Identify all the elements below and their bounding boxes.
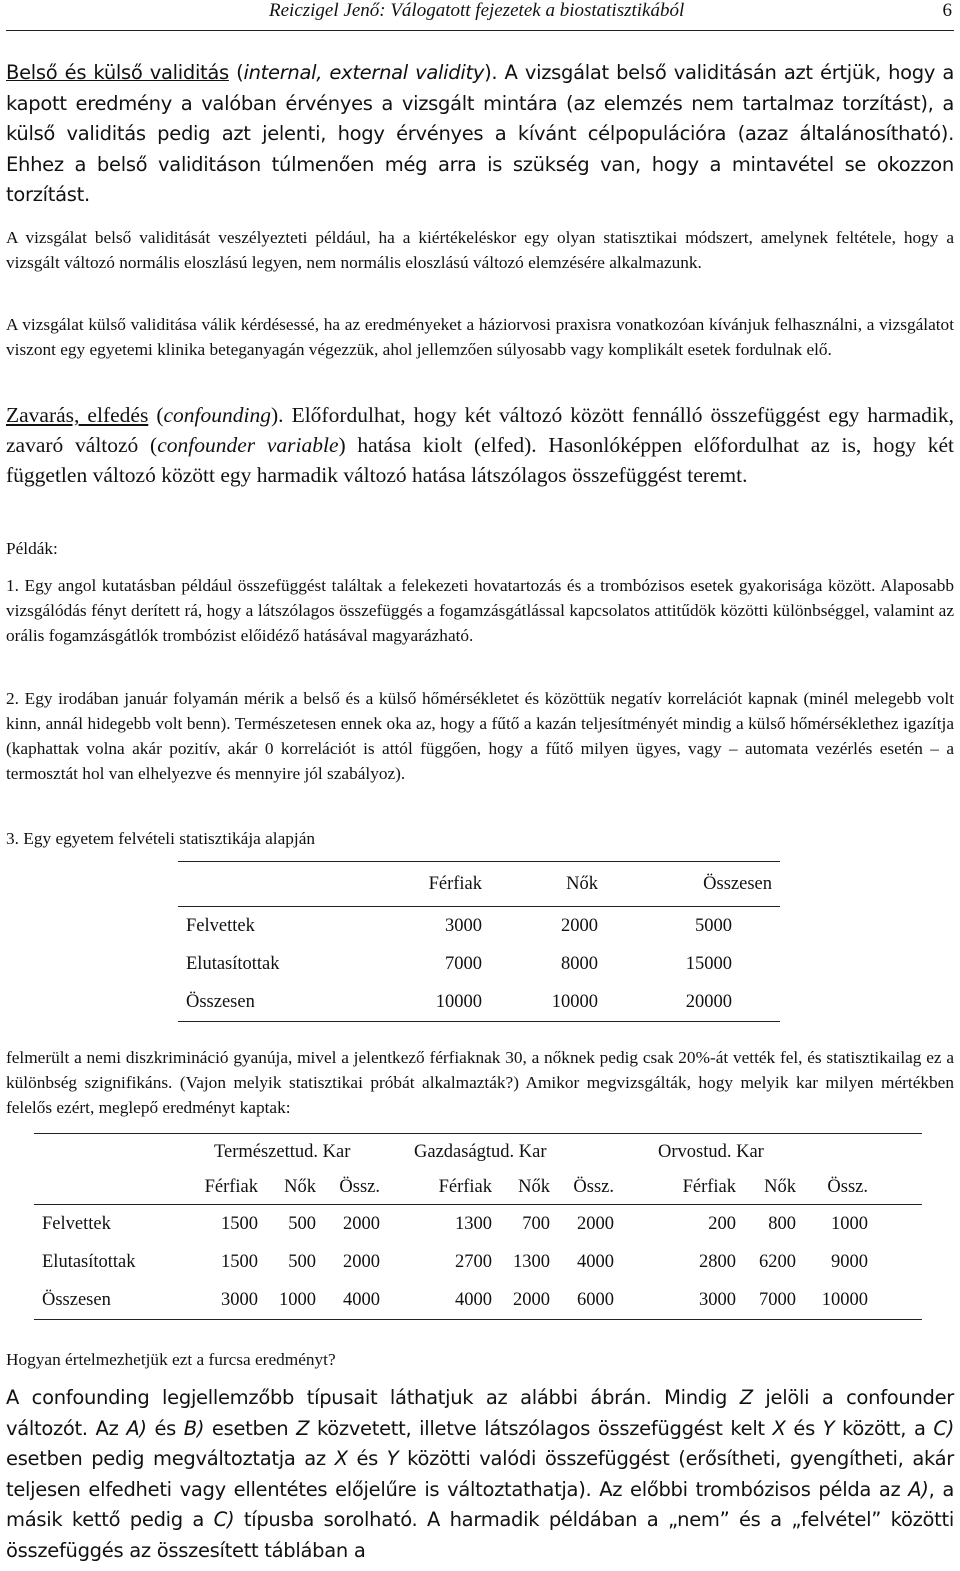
table-cell: 1500 xyxy=(221,1213,258,1234)
subheader-cell: Nők xyxy=(736,1170,796,1205)
table-header-cell: Férfiak xyxy=(354,862,482,907)
row-label: Elutasítottak xyxy=(186,953,280,974)
final-text: és xyxy=(347,1447,387,1470)
empty-cell xyxy=(34,1170,184,1205)
group-header-row xyxy=(34,1134,922,1171)
variable-z: Z xyxy=(739,1386,753,1409)
variable-y: Y xyxy=(386,1447,399,1470)
table-cell: 2000 xyxy=(343,1213,380,1234)
subheader-cell: Össz. xyxy=(550,1170,614,1205)
confounding-body-1: Előfordulhat, hogy két változó között fennálló összefüggést egy harmadik, zavaró változó ( xyxy=(6,403,954,457)
table-cell: 2000 xyxy=(577,1213,614,1234)
table-cell: 4000 xyxy=(577,1251,614,1272)
final-text: , a másik kettő pedig a xyxy=(6,1477,954,1531)
subheader-cell: Férfiak xyxy=(614,1170,736,1205)
group-header-cell: Orvostud. Kar xyxy=(658,1141,764,1162)
table-row xyxy=(34,1281,922,1320)
final-text: típusba sorolható. A harmadik példában a „nem” és a „felvétel” közötti összefüggés az összesített táblában a xyxy=(6,1508,954,1562)
final-text: között, a xyxy=(834,1416,934,1440)
table-cell: 7000 xyxy=(445,953,482,974)
table-cell: 6200 xyxy=(759,1251,796,1272)
example-2: 2. Egy irodában január folyamán mérik a belső és a külső hőmérsékletet és közöttük negatív korrelációt kapnak (minél melegebb volt kinn, annál hidegebb volt benn). Természetesen ennek oka az, hogy a fűtő a kazán teljesítményét mindig a külső hőmérséklethez igazítja (kaphattak volna akár pozitív, akár 0 korrelációt is attól függően, hogy a fűtő milyen ügyes, vagy – automata vezérlés esetén – a termosztát hol van elhelyezve és mennyire jól szabályoz). xyxy=(6,689,954,783)
table-cell: 7000 xyxy=(759,1289,796,1310)
para-after-table-1: felmerült a nemi diszkrimináció gyanúja, mivel a jelentkező férfiaknak 30, a nőknek pedig csak 20%-át vették fel, és statisztikailag ez a különbség szignifikáns. (Vajon melyik statisztikai próbát alkalmazták?) Amikor megvizsgálták, hogy melyik kar milyen mértékben felelős ezért, meglepő eredményt kaptak: xyxy=(6,1048,954,1117)
table-cell: 2000 xyxy=(561,915,598,936)
table-cell: 700 xyxy=(522,1213,550,1234)
table-row xyxy=(34,1243,922,1281)
validity-heading-en: internal, external validity xyxy=(243,61,485,84)
validity-paren-open: ( xyxy=(228,61,244,84)
empty-cell xyxy=(868,1243,922,1281)
table-row xyxy=(178,945,780,983)
confounding-paren-close: ). xyxy=(271,403,284,427)
group-header-cell: Gazdaságtud. Kar xyxy=(414,1141,547,1162)
confounding-paren-open: ( xyxy=(148,403,164,427)
table-cell: 4000 xyxy=(455,1289,492,1310)
row-label: Felvettek xyxy=(186,915,255,936)
empty-cell xyxy=(34,1134,184,1171)
table-cell: 1000 xyxy=(279,1289,316,1310)
example-1: 1. Egy angol kutatásban például összefüggést találtak a felekezeti hovatartozás és a trombózisos esetek gyakorisága között. Alaposabb vizsgálódás fényt derített rá, hogy a látszólagos összefüggés a fogamzásgátlással kapcsolatos attitűdök közötti különbséggel, valamint az orális fogamzásgátlók trombózist előidéző hatásával magyarázható. xyxy=(6,576,954,645)
empty-cell xyxy=(868,1170,922,1205)
table-cell: 1500 xyxy=(221,1251,258,1272)
table-cell: 2800 xyxy=(699,1251,736,1272)
row-label: Elutasítottak xyxy=(42,1251,136,1272)
case-c: C) xyxy=(213,1508,235,1531)
subheader-row xyxy=(34,1170,922,1205)
validity-body: A vizsgálat belső validitásán azt értjük, hogy a kapott eredmény a valóban érvényes a vizsgált mintára (az elemzés nem tartalmaz torzítást), a külső validitás pedig azt jelenti, hogy érvényes a kívánt célpopulációra (azaz általánosítható). xyxy=(6,61,954,145)
row-label: Felvettek xyxy=(42,1213,111,1234)
case-a: A) xyxy=(908,1477,929,1501)
subheader-cell: Nők xyxy=(492,1170,550,1205)
table-header-row xyxy=(178,862,780,907)
question-text: Hogyan értelmezhetjük ezt a furcsa eredményt? xyxy=(6,1350,336,1369)
final-text: esetben pedig megváltoztatja az xyxy=(6,1447,335,1470)
final-text: jelöli a confounder változót. Az xyxy=(6,1386,955,1440)
table-cell: 3000 xyxy=(699,1289,736,1310)
table-cell: 10000 xyxy=(435,991,482,1012)
table-header-cell: Nők xyxy=(482,862,626,907)
variable-y: Y xyxy=(822,1416,835,1440)
confounding-heading-en: confounding xyxy=(163,403,271,427)
table-header-cell: Összesen xyxy=(626,862,780,907)
table-cell: 200 xyxy=(708,1213,736,1234)
final-text: esetben xyxy=(204,1416,297,1440)
confounder-variable-term: confounder variable xyxy=(157,433,339,457)
row-label: Összesen xyxy=(186,991,255,1012)
group-header-cell: Természettud. Kar xyxy=(214,1141,351,1162)
subheader-cell: Nők xyxy=(258,1170,316,1205)
confounding-paragraph xyxy=(6,400,954,490)
final-text: közötti valódi összefüggést (erősítheti, gyengítheti, akár teljesen elfedheti vagy ellentétes előjelűre is változtathatja). Az előbbi trombózisos példa az xyxy=(6,1447,954,1501)
table-row xyxy=(34,1205,922,1244)
table-row xyxy=(178,983,780,1022)
table-cell: 15000 xyxy=(685,953,732,974)
subheader-cell: Össz. xyxy=(796,1170,868,1205)
case-c: C) xyxy=(933,1416,954,1440)
final-text: közvetett, illetve látszólagos összefüggést kelt xyxy=(309,1416,773,1440)
subheader-cell: Össz. xyxy=(316,1170,380,1205)
final-text: és xyxy=(146,1416,184,1440)
row-label: Összesen xyxy=(42,1289,111,1310)
case-a: A) xyxy=(126,1416,147,1440)
table-cell: 3000 xyxy=(445,915,482,936)
subheader-cell: Férfiak xyxy=(380,1170,492,1205)
table-cell: 10000 xyxy=(551,991,598,1012)
header-title: Reiczigel Jenő: Válogatott fejezetek a biostatisztikából xyxy=(269,0,685,21)
running-header xyxy=(6,0,954,31)
table-cell: 2000 xyxy=(343,1251,380,1272)
table-cell: 500 xyxy=(288,1251,316,1272)
final-paragraph xyxy=(6,1383,954,1566)
table-cell: 1300 xyxy=(513,1251,550,1272)
table-row xyxy=(178,907,780,946)
table-cell: 6000 xyxy=(577,1289,614,1310)
confounding-body-1-end: ) hatása kiolt (elfed). xyxy=(338,433,537,457)
variable-x: X xyxy=(772,1416,786,1440)
validity-paren-close: ). xyxy=(484,61,498,84)
validity-paragraph xyxy=(6,58,954,211)
table-cell: 8000 xyxy=(561,953,598,974)
table-cell: 500 xyxy=(288,1213,316,1234)
final-text: A confounding legjellemzőbb típusait láthatjuk az alábbi ábrán. Mindig xyxy=(6,1386,740,1409)
table-cell: 2700 xyxy=(455,1251,492,1272)
validity-body-2: Ehhez a belső validitáson túlmenően még arra is szükség van, hogy a mintavétel se okozzon torzítást. xyxy=(6,152,954,206)
examples-label: Példák: xyxy=(6,539,58,558)
empty-cell xyxy=(868,1281,922,1320)
variable-x: X xyxy=(334,1447,348,1470)
table-cell: 4000 xyxy=(343,1289,380,1310)
faculty-table xyxy=(34,1133,922,1320)
table-cell: 1000 xyxy=(831,1213,868,1234)
admission-table xyxy=(178,861,780,1022)
external-validity-paragraph: A vizsgálat külső validitása válik kérdésessé, ha az eredményeket a háziorvosi praxisra vonatkozóan kívánjuk felhasználni, a vizsgálatot viszont egy egyetemi klinika beteganyagán végezzük, ahol jellemzően súlyosabb vagy komplikált esetek fordulnak elő. xyxy=(6,315,954,359)
page-number: 6 xyxy=(942,0,952,21)
validity-heading: Belső és külső validitás xyxy=(6,61,229,84)
example-3-intro: 3. Egy egyetem felvételi statisztikája alapján xyxy=(6,829,316,848)
table-cell: 3000 xyxy=(221,1289,258,1310)
table-cell: 20000 xyxy=(685,991,732,1012)
subheader-cell: Férfiak xyxy=(184,1170,258,1205)
internal-validity-paragraph: A vizsgálat belső validitását veszélyezteti például, ha a kiértékeléskor egy olyan statisztikai módszert, amelynek feltétele, hogy a vizsgált változó normális eloszlású legyen, nem normális eloszlású változó elemzésére alkalmazunk. xyxy=(6,228,954,272)
table-cell: 800 xyxy=(768,1213,796,1234)
variable-z: Z xyxy=(296,1416,310,1440)
confounding-heading: Zavarás, elfedés xyxy=(6,403,149,427)
table-cell: 2000 xyxy=(513,1289,550,1310)
table-header-cell xyxy=(178,862,354,907)
table-cell: 1300 xyxy=(455,1213,492,1234)
table-cell: 5000 xyxy=(695,915,732,936)
confounding-body-2: Hasonlóképpen előfordulhat az is, hogy két független változó között egy harmadik változó hatása látszólagos összefüggést teremt. xyxy=(6,433,954,487)
case-b: B) xyxy=(183,1416,205,1440)
empty-cell xyxy=(868,1205,922,1244)
table-cell: 10000 xyxy=(821,1289,868,1310)
final-text: és xyxy=(785,1416,823,1440)
table-cell: 9000 xyxy=(831,1251,868,1272)
